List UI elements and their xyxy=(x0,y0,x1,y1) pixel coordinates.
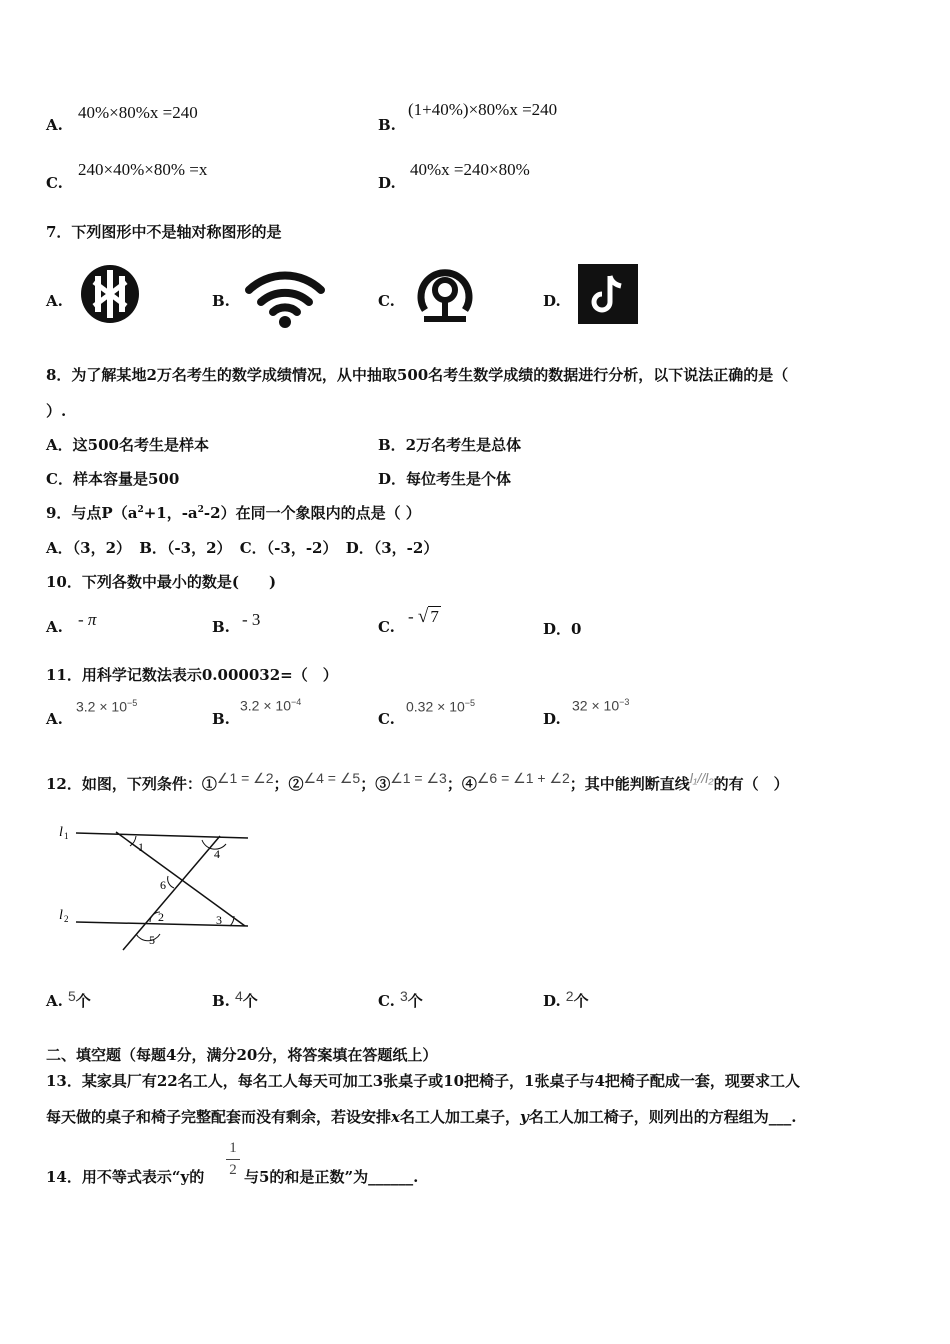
q11-stem: 11．用科学记数法表示0.000032=（ ） xyxy=(46,666,338,684)
q11-option-c-base: 0.32 × 10 xyxy=(406,698,465,715)
q11-option-b-exp: −4 xyxy=(291,697,302,707)
metro-logo-icon xyxy=(80,264,140,324)
q9-stem xyxy=(46,502,421,523)
q11-option-c-label: C. xyxy=(378,710,395,728)
q8-option-a: A．这500名考生是样本 xyxy=(46,436,209,454)
q12-option-a-unit: 个 xyxy=(75,992,91,1010)
q11-option-d-base: 32 × 10 xyxy=(572,697,620,714)
q13-line1: 13．某家具厂有22名工人，每名工人每天可加工3张桌子或10把椅子，1张桌子与4把椅子配成一套，现要求工人 xyxy=(46,1072,800,1090)
q8-stem-line2: ）. xyxy=(46,402,67,420)
q11-option-d-value xyxy=(572,697,629,714)
q9-sup1: 2 xyxy=(137,505,144,515)
q12-option-b xyxy=(212,990,258,1011)
q11-option-b-value xyxy=(240,697,301,714)
q12-figure xyxy=(50,818,260,958)
q9-stem-post: -2）在同一个象限内的点是（ ） xyxy=(203,504,421,522)
q12-condition-3: ∠1 = ∠3 xyxy=(390,770,447,786)
q6-option-b-expr: (1+40%)×80%x =240 xyxy=(408,100,558,119)
q7-option-d-label: D. xyxy=(543,292,561,310)
q10-option-a-label: A. xyxy=(46,618,63,636)
q12-option-b-label: B. xyxy=(212,992,230,1010)
line-l1 xyxy=(76,833,248,838)
q8-option-d: D．每位考生是个体 xyxy=(378,470,512,488)
q13-var-x: x xyxy=(391,1108,400,1126)
q11-option-b-label: B. xyxy=(212,710,230,728)
q6-option-b-label: B. xyxy=(378,116,396,134)
q12-option-c-label: C. xyxy=(378,992,395,1010)
tiktok-logo-icon xyxy=(578,264,638,324)
transversal-1 xyxy=(116,832,245,926)
q8-option-b: B．2万名考生是总体 xyxy=(378,436,522,454)
angle-label-3: 3 xyxy=(216,913,222,927)
q10-option-c-value xyxy=(408,606,441,628)
q11-option-c-value xyxy=(406,698,475,715)
q11-option-a-exp: −5 xyxy=(127,698,138,708)
q13-line2-pre: 每天做的桌子和椅子完整配套而没有剩余，若设安排 xyxy=(46,1108,392,1126)
section-2-title: 二、填空题（每题4分，满分20分，将答案填在答题纸上） xyxy=(46,1046,438,1064)
q12-option-d xyxy=(543,990,589,1011)
wifi-icon xyxy=(245,264,325,328)
q12-sep-2: ；② xyxy=(273,775,304,793)
q12-option-c xyxy=(378,990,423,1011)
q14-fraction-den: 2 xyxy=(229,1162,237,1178)
sqrt-icon: √ xyxy=(417,606,429,627)
angle-label-5: 5 xyxy=(149,933,155,947)
q10-option-b-label: B. xyxy=(212,618,230,636)
q10-option-c-label: C. xyxy=(378,618,395,636)
q11-option-a-base: 3.2 × 10 xyxy=(76,698,127,715)
q12-sep-3: ；③ xyxy=(360,775,391,793)
q6-option-a-label: A. xyxy=(46,116,63,134)
q12-option-b-num: 4 xyxy=(235,988,243,1004)
q12-option-c-num: 3 xyxy=(400,988,408,1004)
q12-option-a xyxy=(46,990,91,1011)
q13-line2-post: 名工人加工椅子，则列出的方程组为___. xyxy=(528,1108,797,1126)
q6-option-c-expr: 240×40%×80% =x xyxy=(78,160,208,179)
q7-option-b-label: B. xyxy=(212,292,230,310)
q14-fraction-num: 1 xyxy=(226,1140,240,1160)
q8-stem-line1: 8．为了解某地2万名考生的数学成绩情况，从中抽取500名考生数学成绩的数据进行分析，以下说法正确的是（ xyxy=(46,366,789,384)
label-l2: l xyxy=(59,908,63,923)
q14-post: 与5的和是正数”为______. xyxy=(244,1168,419,1186)
q12-option-d-label: D. xyxy=(543,992,561,1010)
q12-option-c-unit: 个 xyxy=(407,992,423,1010)
q11-option-d-exp: −3 xyxy=(619,697,630,707)
angle-label-1: 1 xyxy=(138,840,144,854)
railway-logo-icon xyxy=(414,262,476,326)
q10-option-b-value: - 3 xyxy=(242,610,261,629)
angle-label-4: 4 xyxy=(214,847,220,861)
q9-sup2: 2 xyxy=(197,505,204,515)
q7-stem: 7．下列图形中不是轴对称图形的是 xyxy=(46,223,282,241)
q6-option-a-expr: 40%×80%x =240 xyxy=(78,103,198,122)
label-l1-sub: 1 xyxy=(64,831,69,841)
q7-option-a-label: A. xyxy=(46,292,63,310)
q12-condition-4: ∠6 = ∠1 + ∠2 xyxy=(476,770,570,786)
q12-stem xyxy=(46,770,789,794)
q12-parallel-lines: l₁//l₂ xyxy=(689,770,714,786)
q12-stem-post1: ；其中能判断直线 xyxy=(569,775,690,793)
q12-option-a-num: 5 xyxy=(67,988,76,1004)
q11-option-a-value xyxy=(76,698,137,715)
q11-option-b-base: 3.2 × 10 xyxy=(240,697,291,714)
q13-line2 xyxy=(46,1106,796,1127)
q12-condition-1: ∠1 = ∠2 xyxy=(216,770,274,786)
q10-option-c-radicand: 7 xyxy=(430,607,439,626)
q12-option-d-unit: 个 xyxy=(573,992,589,1010)
q11-option-d-label: D. xyxy=(543,710,561,728)
q8-option-c: C．样本容量是500 xyxy=(46,470,180,488)
q12-condition-2: ∠4 = ∠5 xyxy=(303,770,361,786)
q9-stem-pre: 9．与点P（a xyxy=(46,504,138,522)
q12-stem-post2: 的有（ ） xyxy=(713,775,789,793)
q10-stem: 10．下列各数中最小的数是( ) xyxy=(46,573,277,591)
q12-option-d-num: 2 xyxy=(565,988,574,1004)
q10-option-a-value: - π xyxy=(78,610,97,629)
q13-line2-mid: 名工人加工桌子， xyxy=(399,1108,520,1126)
q12-sep-4: ；④ xyxy=(446,775,477,793)
label-l1: l xyxy=(59,825,63,840)
q10-option-d: D．0 xyxy=(543,620,582,638)
q14-fraction xyxy=(226,1140,240,1179)
q14-pre: 14．用不等式表示“y的 xyxy=(46,1168,205,1186)
label-l2-sub: 2 xyxy=(64,914,69,924)
q12-stem-pre: 12．如图，下列条件：① xyxy=(46,775,217,793)
q7-option-c-label: C. xyxy=(378,292,395,310)
angle-label-2: 2 xyxy=(158,910,164,924)
q9-options: A．（3，2） B．（-3，2） C．（-3，-2） D．（3，-2） xyxy=(46,539,439,557)
angle-label-6: 6 xyxy=(160,878,166,892)
q11-option-c-exp: −5 xyxy=(464,698,476,708)
q13-var-y: y xyxy=(519,1108,529,1126)
q9-stem-mid: +1，-a xyxy=(143,504,198,522)
q6-option-d-label: D. xyxy=(378,174,396,192)
q6-option-c-label: C. xyxy=(46,174,63,192)
q12-option-b-unit: 个 xyxy=(242,992,258,1010)
q6-option-d-expr: 40%x =240×80% xyxy=(410,160,530,179)
q11-option-a-label: A. xyxy=(46,710,63,728)
q10-option-c-minus: - xyxy=(408,607,414,626)
q12-option-a-label: A. xyxy=(46,992,63,1010)
